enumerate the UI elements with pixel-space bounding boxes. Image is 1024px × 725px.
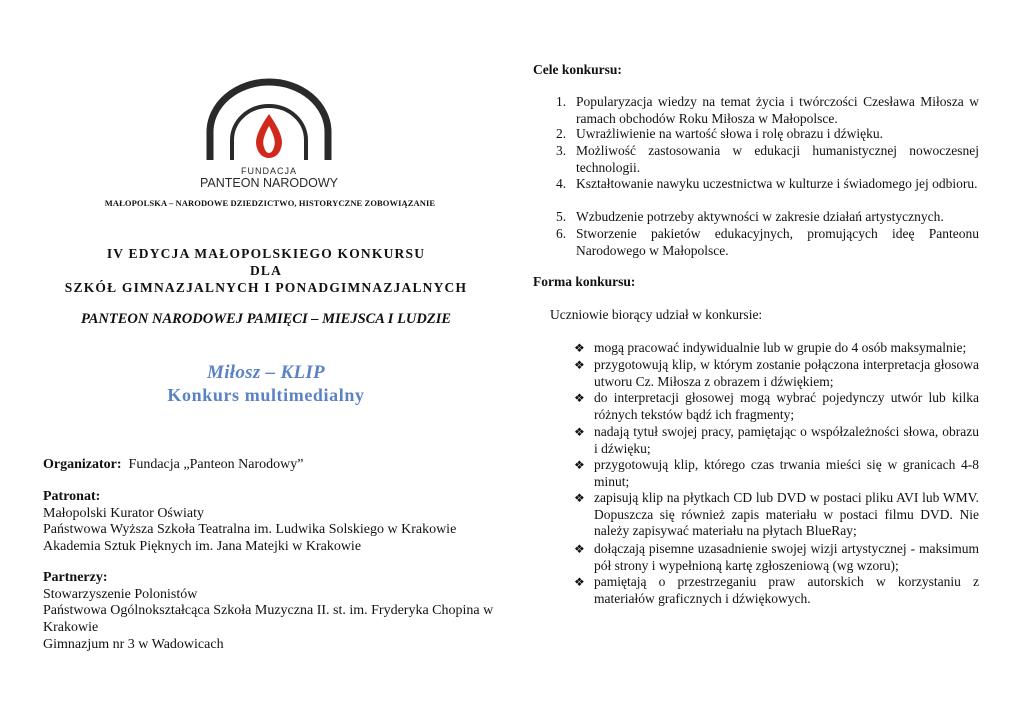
goal-number: 4. [556,176,567,191]
patron-item: Państwowa Wyższa Szkoła Teatralna im. Ludwika Solskiego w Krakowie [43,522,457,538]
form-item-text: przygotowują klip, w którym zostanie połączona interpretacja głosowa utworu Cz. Miłosza z obrazem i dźwiękiem; [594,357,979,389]
goal-item [556,226,979,259]
form-list-item [574,490,979,540]
form-list-item [574,541,979,574]
form-item-text: pamiętają o przestrzeganiu praw autorskich w korzystaniu z materiałów graficznych i dźwiękowych. [594,574,979,606]
form-item-text: dołączają pisemne uzasadnienie swojej wizji artystycznej - maksimum pół strony i wypełnioną kartę zgłoszeniową (wg wzoru); [594,541,979,573]
partner-item: Państwowa Ogólnokształcąca Szkoła Muzyczna II. st. im. Fryderyka Chopina w Krakowie [43,603,494,636]
partner-item: Stowarzyszenie Polonistów [43,586,198,602]
partner-item: Gimnazjum nr 3 w Wadowicach [43,636,224,652]
goal-number: 5. [556,209,567,224]
goal-item [556,209,979,226]
goal-text: Stworzenie pakietów edukacyjnych, promujących ideę Panteonu Narodowego w Małopolsce. [576,226,979,258]
goal-item [556,176,979,193]
form-item-text: nadają tytuł swojej pracy, pamiętając o współzależności słowa, obrazu i dźwięku; [594,424,979,456]
tagline: MAŁOPOLSKA – NARODOWE DZIEDZICTWO, HISTORYCZNE ZOBOWIĄZANIE [104,198,436,208]
form-item-text: mogą pracować indywidualnie lub w grupie do 4 osób maksymalnie; [594,340,967,355]
organizer-line [43,457,503,474]
form-item-text: do interpretacji głosowej mogą wybrać pojedynczy utwór lub kilka różnych tekstów bądź ich fragmenty; [594,390,979,422]
form-list-item [574,574,979,607]
goal-text: Uwrażliwienie na wartość słowa i rolę obrazu i dźwięku. [576,126,884,141]
goal-item [556,126,979,143]
form-list-item [574,457,979,490]
contest-subtitle: Konkurs multimedialny [167,385,365,405]
form-list-item [574,357,979,390]
partners-label: Partnerzy: [43,570,108,585]
goal-text: Możliwość zastosowania w edukacji humanistycznej nowoczesnej technologii. [576,143,979,175]
contest-title: Miłosz – KLIP [207,362,325,383]
form-item-text: przygotowują klip, którego czas trwania mieści się w granicach 4-8 minut; [594,457,979,489]
goal-number: 2. [556,126,567,141]
form-list-item [574,424,979,457]
four-diamond-bullet-icon: ❖ [574,358,585,372]
patron-item: Małopolski Kurator Oświaty [43,505,204,521]
form-list-item [574,390,979,423]
four-diamond-bullet-icon: ❖ [574,491,585,505]
goal-number: 1. [556,94,567,109]
form-list-item [574,340,979,357]
four-diamond-bullet-icon: ❖ [574,542,585,556]
program-subtitle: PANTEON NARODOWEJ PAMIĘCI – MIEJSCA I LUDZIE [80,311,452,327]
four-diamond-bullet-icon: ❖ [574,341,585,355]
logo-text-line1: FUNDACJA [240,166,298,176]
goal-number: 3. [556,143,567,158]
heading-line1: IV EDYCJA MAŁOPOLSKIEGO KONKURSU [106,246,426,261]
goals-heading: Cele konkursu: [533,62,622,77]
arch-flame-icon [198,74,340,190]
four-diamond-bullet-icon: ❖ [574,425,585,439]
heading-line2: DLA [249,263,283,278]
form-intro: Uczniowie biorący udział w konkursie: [550,307,763,322]
four-diamond-bullet-icon: ❖ [574,575,585,589]
fundacja-panteon-narodowy-logo [198,74,340,190]
goal-text: Kształtowanie nawyku uczestnictwa w kulturze i świadomego jej odbioru. [576,176,978,191]
goal-text: Popularyzacja wiedzy na temat życia i twórczości Czesława Miłosza w ramach obchodów Roku Miłosza w Małopolsce. [576,94,979,126]
goal-item [556,94,979,127]
goal-number: 6. [556,226,567,241]
form-heading: Forma konkursu: [533,274,636,289]
heading-line3: SZKÓŁ GIMNAZJALNYCH I PONADGIMNAZJALNYCH [64,280,468,295]
organizer-value: Fundacja „Panteon Narodowy” [128,457,304,472]
patrons-label: Patronat: [43,489,101,504]
organizer-label: Organizator: [43,457,122,472]
four-diamond-bullet-icon: ❖ [574,458,585,472]
four-diamond-bullet-icon: ❖ [574,391,585,405]
partners-section [43,570,498,654]
goal-item [556,143,979,176]
patron-item: Akademia Sztuk Pięknych im. Jana Matejki w Krakowie [43,539,362,555]
logo-text-line2: PANTEON NARODOWY [200,176,338,190]
goal-text: Wzbudzenie potrzeby aktywności w zakresie działań artystycznych. [576,209,944,224]
form-item-text: zapisują klip na płytkach CD lub DVD w postaci pliku AVI lub WMV. Dopuszcza się również zapis materiału w postaci filmu DVD. Nie należy zapisywać materiału na płytach BlueRay; [594,490,979,539]
patrons-section [43,489,503,556]
